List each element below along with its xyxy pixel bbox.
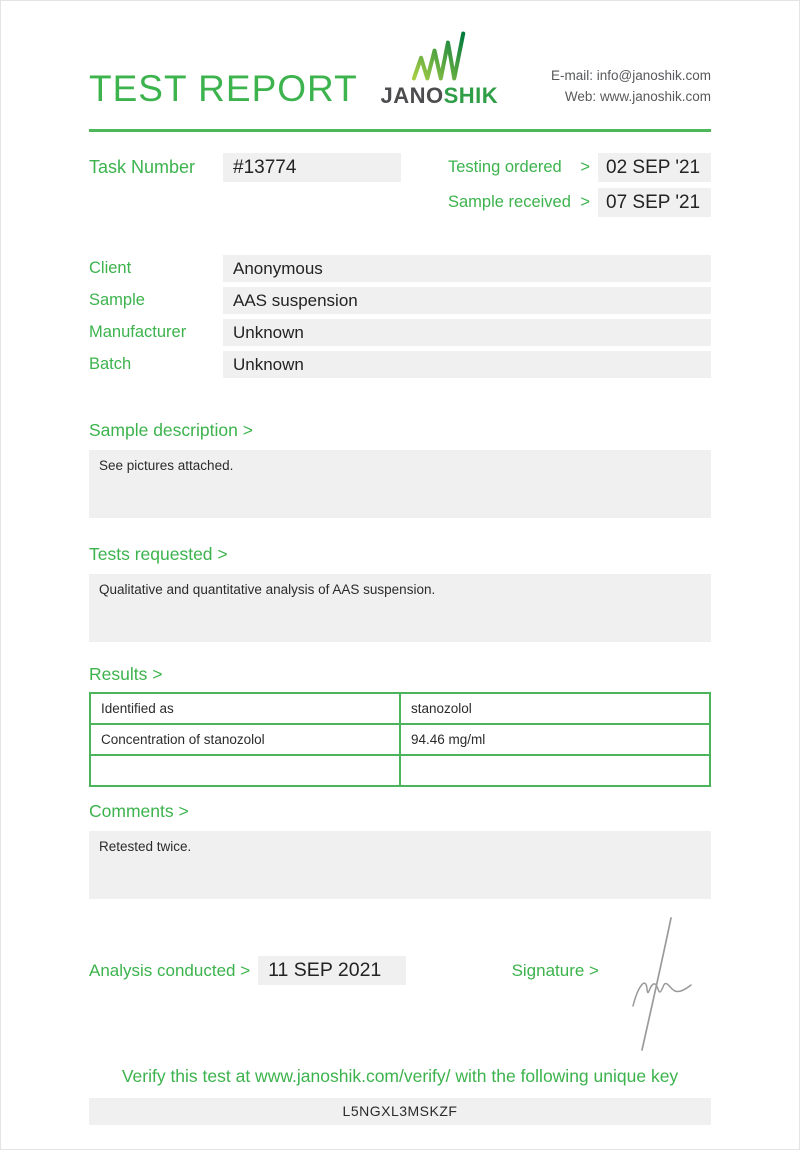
details-section	[89, 255, 711, 378]
detail-row-sample	[89, 287, 711, 314]
sample-received-value: 07 SEP '21	[598, 188, 711, 217]
testing-ordered-value: 02 SEP '21	[598, 153, 711, 182]
signature-image	[613, 956, 693, 985]
analysis-signature-row	[89, 956, 711, 985]
brand-wordmark-left: JANO	[380, 83, 444, 108]
meta-section	[89, 153, 711, 217]
tests-requested-heading: Tests requested >	[89, 544, 228, 564]
detail-row-client	[89, 255, 711, 282]
testing-ordered-text: Testing ordered	[448, 158, 562, 176]
sample-received-label	[448, 193, 598, 212]
comments-box: Retested twice.	[89, 831, 711, 899]
batch-value: Unknown	[223, 351, 711, 378]
testing-ordered-label	[448, 158, 598, 177]
page-title: TEST REPORT	[89, 68, 358, 109]
brand-logo	[380, 30, 498, 109]
verify-instruction: Verify this test at www.janoshik.com/verify/ with the following unique key	[121, 1066, 679, 1086]
brand-wordmark	[380, 83, 498, 109]
sample-received-text: Sample received	[448, 193, 571, 211]
task-number-row	[89, 153, 401, 182]
header	[89, 37, 711, 109]
brand-wordmark-right: SHIK	[443, 83, 499, 108]
results-heading: Results >	[89, 664, 163, 684]
task-number-label: Task Number	[89, 157, 196, 177]
result-cell-concentration-label: Concentration of stanozolol	[90, 724, 400, 755]
sample-value: AAS suspension	[223, 287, 711, 314]
sample-description-box: See pictures attached.	[89, 450, 711, 518]
results-table	[89, 692, 711, 787]
testing-ordered-row	[448, 153, 711, 182]
contact-info	[551, 65, 711, 107]
task-number-value: #13774	[223, 153, 401, 182]
chart-growth-icon	[407, 30, 471, 82]
comments-heading: Comments >	[89, 801, 189, 821]
unique-key-value: L5NGXL3MSKZF	[89, 1098, 711, 1125]
contact-web: Web: www.janoshik.com	[564, 89, 711, 104]
result-cell-empty-label	[90, 755, 400, 786]
sample-label: Sample	[89, 291, 145, 309]
result-cell-empty-value	[400, 755, 710, 786]
result-cell-identified-label: Identified as	[90, 693, 400, 724]
contact-email: E-mail: info@janoshik.com	[550, 68, 711, 83]
detail-row-manufacturer	[89, 319, 711, 346]
dates-column	[448, 153, 711, 217]
result-cell-identified-value: stanozolol	[400, 693, 710, 724]
analysis-conducted-label: Analysis conducted >	[89, 960, 251, 980]
table-row	[90, 724, 710, 755]
table-row	[90, 693, 710, 724]
testing-ordered-arrow: >	[580, 158, 590, 176]
tests-requested-box: Qualitative and quantitative analysis of AAS suspension.	[89, 574, 711, 642]
manufacturer-label: Manufacturer	[89, 323, 187, 341]
manufacturer-value: Unknown	[223, 319, 711, 346]
table-row	[90, 755, 710, 786]
result-cell-concentration-value: 94.46 mg/ml	[400, 724, 710, 755]
signature-area	[512, 956, 693, 985]
signature-label: Signature >	[511, 960, 599, 980]
sample-received-arrow: >	[580, 193, 590, 211]
analysis-conducted-value: 11 SEP 2021	[258, 956, 406, 985]
detail-row-batch	[89, 351, 711, 378]
header-divider	[89, 129, 711, 132]
client-label: Client	[89, 259, 132, 277]
client-value: Anonymous	[223, 255, 711, 282]
batch-label: Batch	[89, 355, 132, 373]
sample-description-heading: Sample description >	[89, 420, 253, 440]
sample-received-row	[448, 188, 711, 217]
